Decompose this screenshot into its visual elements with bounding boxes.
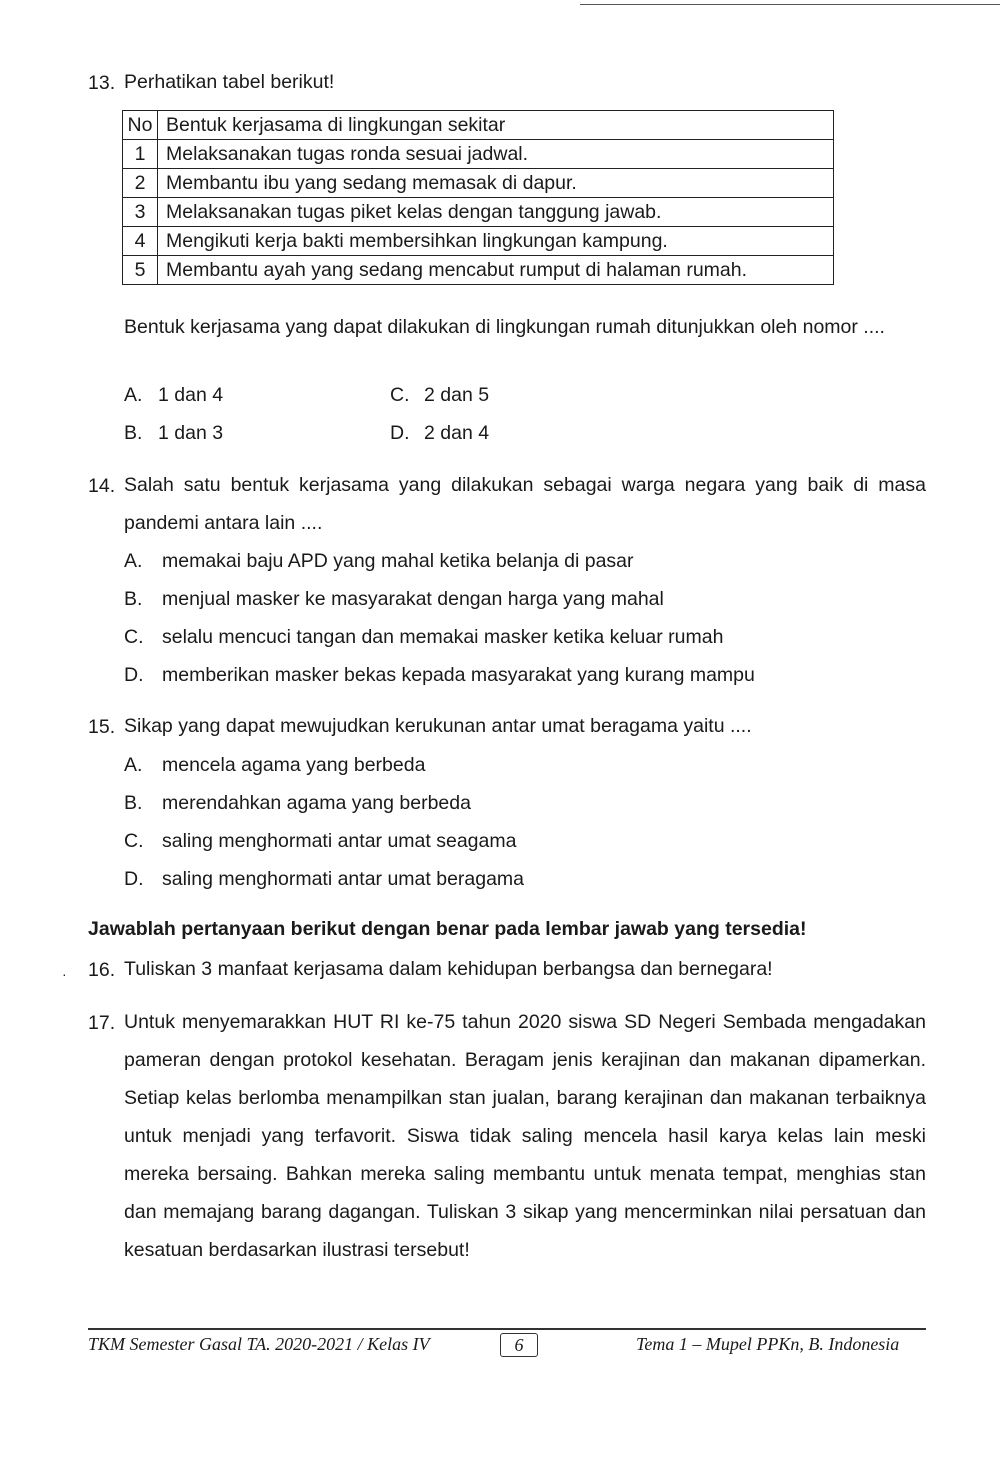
question-number: 16. bbox=[88, 959, 116, 981]
option-text: memberikan masker bekas kepada masyarakat yang kurang mampu bbox=[162, 664, 755, 686]
row-text: Mengikuti kerja bakti membersihkan lingkungan kampung. bbox=[158, 227, 834, 256]
question-text: Tuliskan 3 manfaat kerjasama dalam kehidupan berbangsa dan bernegara! bbox=[124, 958, 773, 980]
table-row bbox=[123, 227, 834, 256]
option-text: merendahkan agama yang berbeda bbox=[162, 792, 471, 814]
option-text: menjual masker ke masyarakat dengan harga yang mahal bbox=[162, 588, 664, 610]
option-text: mencela agama yang berbeda bbox=[162, 754, 426, 776]
essay-instruction: Jawablah pertanyaan berikut dengan benar pada lembar jawab yang tersedia! bbox=[88, 918, 807, 940]
row-text: Melaksanakan tugas piket kelas dengan tanggung jawab. bbox=[158, 198, 834, 227]
row-number: 3 bbox=[123, 198, 158, 227]
option-text: 1 dan 4 bbox=[158, 384, 224, 406]
cooperation-table bbox=[122, 110, 834, 285]
option-letter: B. bbox=[124, 422, 143, 444]
option-letter: D. bbox=[124, 868, 144, 890]
option-text: 2 dan 5 bbox=[424, 384, 490, 406]
question-number: 15. bbox=[88, 716, 116, 738]
row-text: Melaksanakan tugas ronda sesuai jadwal. bbox=[158, 140, 834, 169]
question-text: Bentuk kerjasama yang dapat dilakukan di lingkungan rumah ditunjukkan oleh nomor .... bbox=[124, 316, 885, 338]
option-letter: C. bbox=[390, 384, 410, 406]
option-letter: A. bbox=[124, 384, 143, 406]
option-text: saling menghormati antar umat beragama bbox=[162, 868, 525, 890]
option-letter: B. bbox=[124, 792, 143, 814]
question-number: 17. bbox=[88, 1012, 116, 1034]
footer-right: Tema 1 – Mupel PPKn, B. Indonesia bbox=[636, 1334, 900, 1354]
option-letter: C. bbox=[124, 830, 144, 852]
table-row bbox=[123, 169, 834, 198]
option-letter: C. bbox=[124, 626, 144, 648]
option-text: 2 dan 4 bbox=[424, 422, 490, 444]
question-text: Salah satu bentuk kerjasama yang dilakukan sebagai warga negara yang baik di masa pandemi antara lain .... bbox=[124, 474, 926, 534]
table-row bbox=[123, 140, 834, 169]
row-number: 4 bbox=[123, 227, 158, 256]
option-text: memakai baju APD yang mahal ketika belanja di pasar bbox=[162, 550, 634, 572]
option-letter: D. bbox=[124, 664, 144, 686]
row-text: Membantu ayah yang sedang mencabut rumput di halaman rumah. bbox=[158, 256, 834, 285]
footer-left: TKM Semester Gasal TA. 2020-2021 / Kelas IV bbox=[88, 1334, 430, 1354]
row-text: Membantu ibu yang sedang memasak di dapur. bbox=[158, 169, 834, 198]
option-letter: A. bbox=[124, 754, 143, 776]
option-text: selalu mencuci tangan dan memakai masker ketika keluar rumah bbox=[162, 626, 724, 648]
option-letter: D. bbox=[390, 422, 410, 444]
footer-divider bbox=[88, 1328, 926, 1330]
page-number: 6 bbox=[500, 1333, 538, 1357]
question-text: Sikap yang dapat mewujudkan kerukunan antar umat beragama yaitu .... bbox=[124, 715, 752, 737]
header-no: No bbox=[123, 111, 158, 140]
row-number: 1 bbox=[123, 140, 158, 169]
top-edge-line bbox=[580, 4, 1000, 5]
row-number: 5 bbox=[123, 256, 158, 285]
table-row bbox=[123, 198, 834, 227]
question-prompt: Perhatikan tabel berikut! bbox=[124, 71, 335, 93]
table-row bbox=[123, 256, 834, 285]
option-letter: B. bbox=[124, 588, 143, 610]
question-text: Untuk menyemarakkan HUT RI ke-75 tahun 2020 siswa SD Negeri Sembada mengadakan pameran dengan protokol kesehatan. Beragam jenis kerajinan dan makanan dipamerkan. Setiap kelas berlomba menampilkan stan jualan, barang kerajinan dan makanan terbaiknya untuk menjadi yang terfavorit. Siswa tidak saling mencela hasil karya kelas lain meski mereka bersaing. Bahkan mereka saling membantu untuk menata tempat, menghias stan dan memajang barang dagangan. Tuliskan 3 sikap yang mencerminkan nilai persatuan dan kesatuan berdasarkan ilustrasi tersebut! bbox=[124, 1011, 926, 1261]
table-header-row bbox=[123, 111, 834, 140]
option-letter: A. bbox=[124, 550, 143, 572]
row-number: 2 bbox=[123, 169, 158, 198]
question-number: 14. bbox=[88, 475, 116, 497]
option-text: 1 dan 3 bbox=[158, 422, 224, 444]
question-number: 13. bbox=[88, 72, 116, 94]
option-text: saling menghormati antar umat seagama bbox=[162, 830, 517, 852]
margin-dot: · bbox=[62, 966, 67, 982]
header-bentuk: Bentuk kerjasama di lingkungan sekitar bbox=[158, 111, 834, 140]
